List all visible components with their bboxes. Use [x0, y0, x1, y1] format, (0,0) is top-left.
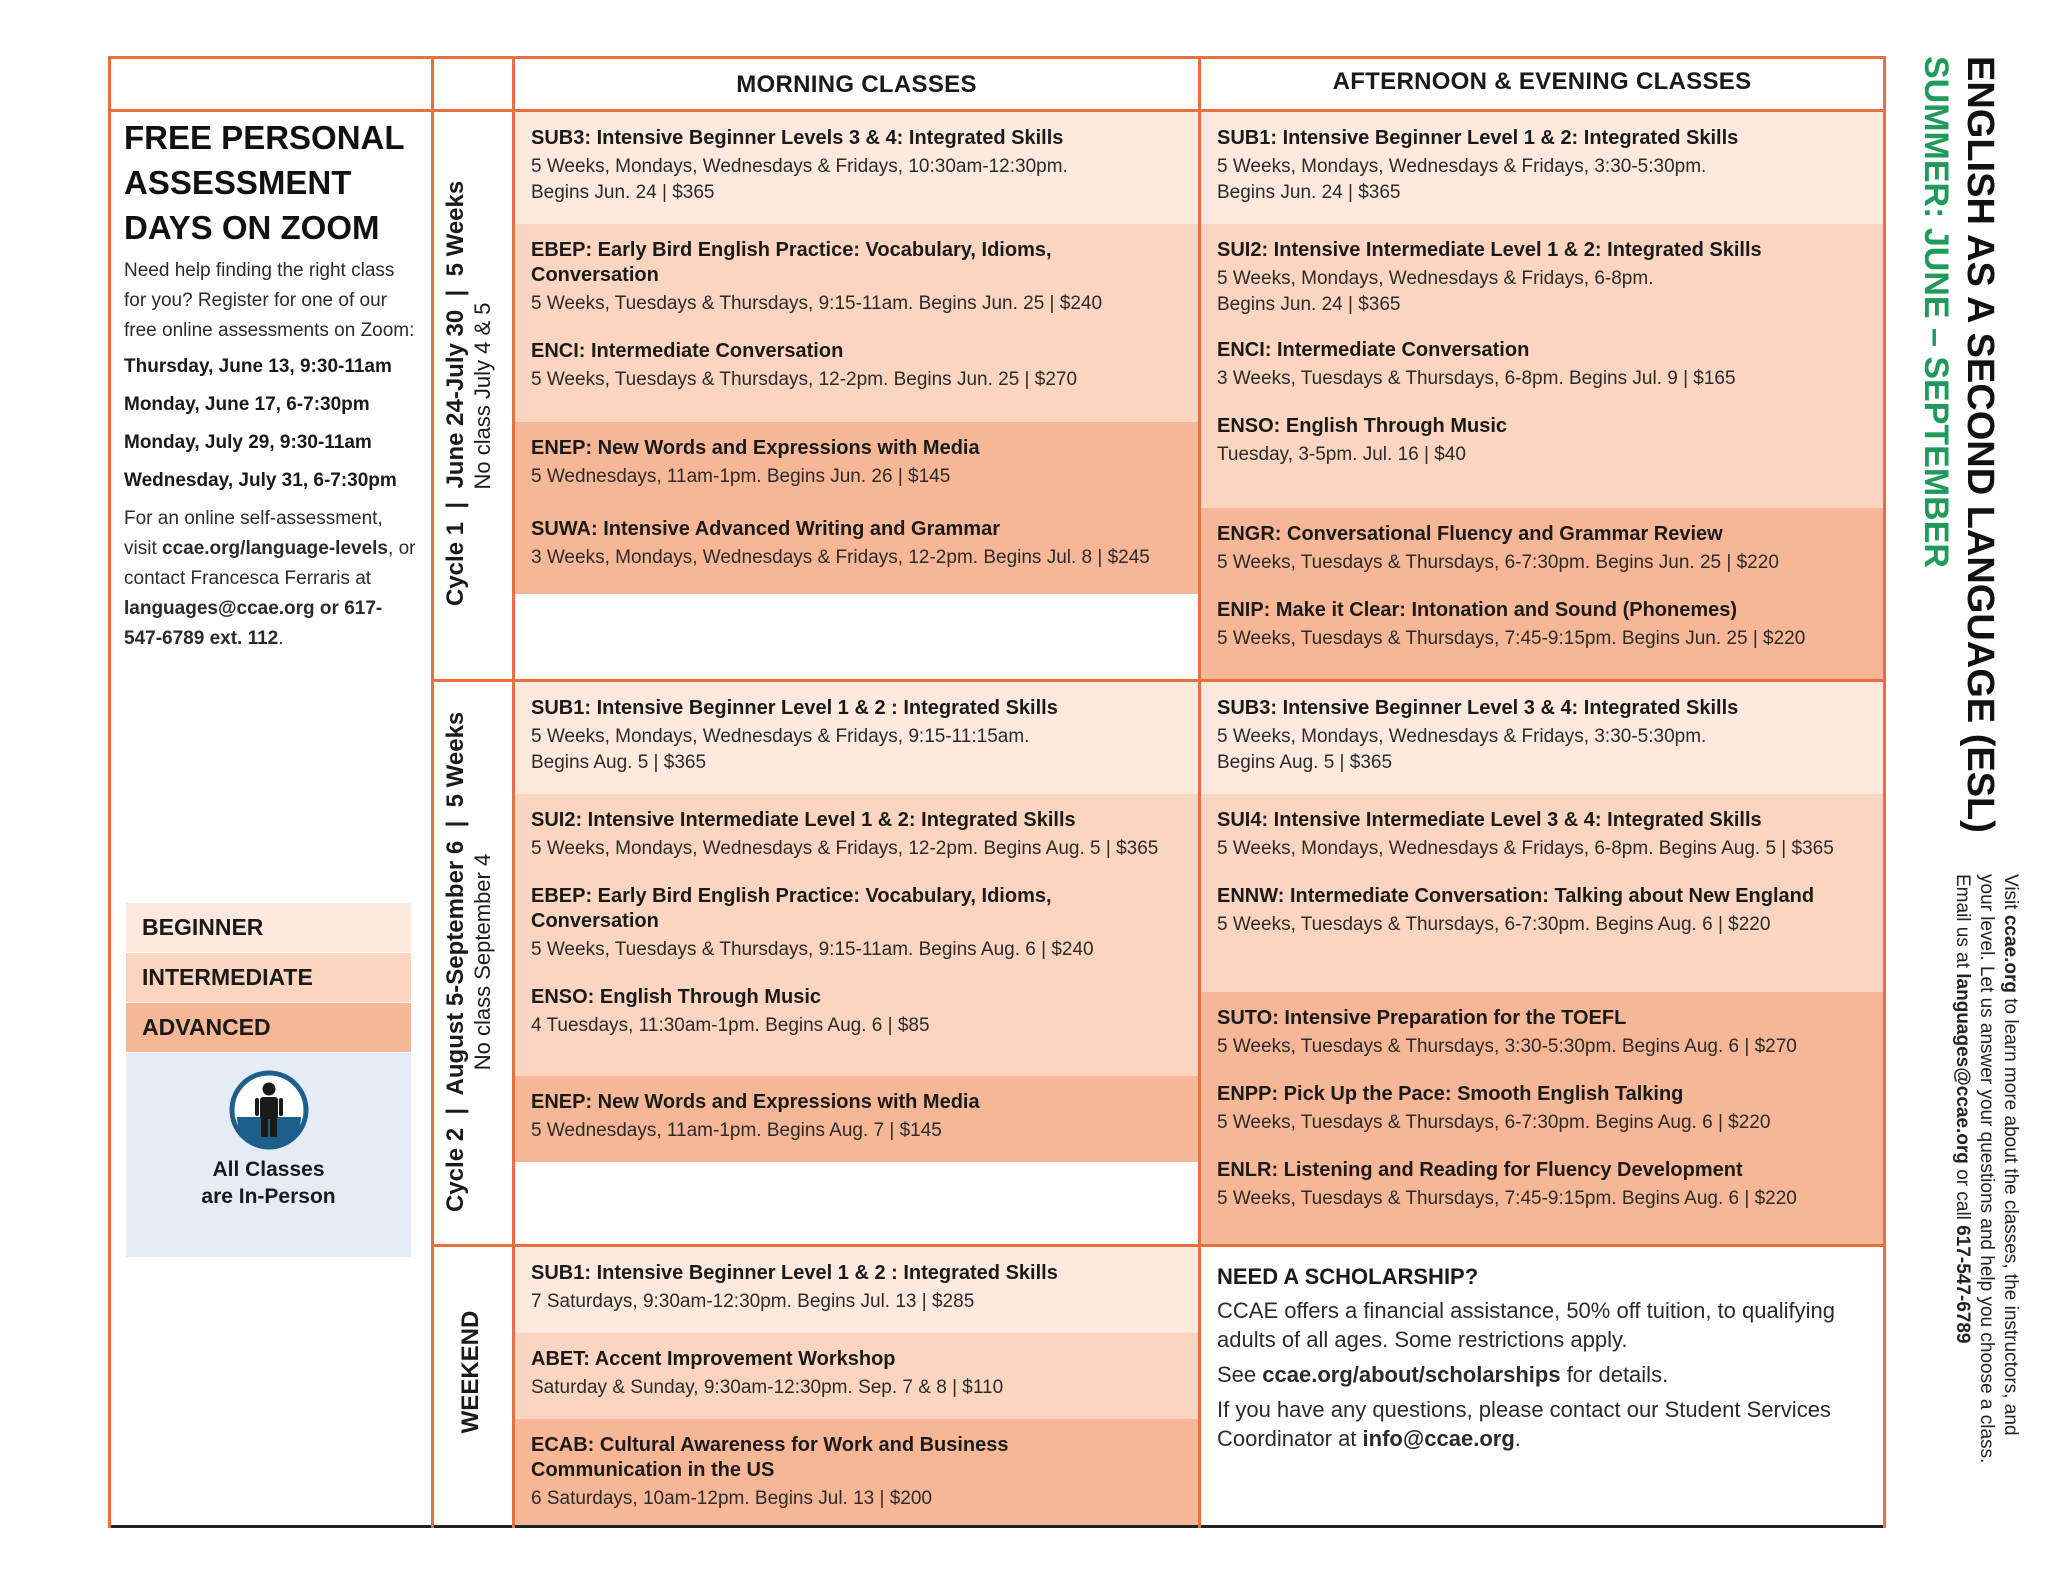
- info-phone: 617-547-6789: [1952, 1225, 1973, 1344]
- info-visit: Visit: [2000, 874, 2021, 915]
- cycle2-label: [442, 712, 496, 1212]
- class-title: ENGR: Conversational Fluency and Grammar Review: [1217, 523, 1723, 545]
- class-cell: [515, 794, 1198, 1076]
- assessment-heading-2: ASSESSMENT: [124, 164, 352, 201]
- class-desc: 5 Weeks, Tuesdays & Thursdays, 7:45-9:15pm. Begins Jun. 25 | $220: [1217, 628, 1806, 649]
- in-person-text-1: All Classes: [212, 1158, 325, 1181]
- class-cell: [515, 1247, 1198, 1333]
- class-title: ENCI: Intermediate Conversation: [1217, 339, 1530, 361]
- afternoon-header: AFTERNOON & EVENING CLASSES: [1332, 68, 1752, 95]
- class-desc: 3 Weeks, Tuesdays & Thursdays, 6-8pm. Begins Jul. 9 | $165: [1217, 368, 1736, 389]
- class-title: SUB1: Intensive Beginner Level 1 & 2 : Integrated Skills: [531, 697, 1058, 719]
- class-title: ENIP: Make it Clear: Intonation and Sound (Phonemes): [1217, 599, 1738, 621]
- class-desc: 5 Weeks, Tuesdays & Thursdays, 7:45-9:15pm. Begins Aug. 6 | $220: [1217, 1188, 1797, 1209]
- legend-beginner: BEGINNER: [126, 903, 411, 952]
- contact-period: .: [278, 628, 284, 649]
- class-cell: [515, 224, 1198, 422]
- class-cell: [1201, 224, 1883, 508]
- info-email-us: Email us at: [1952, 874, 1973, 974]
- assessment-heading-3: DAYS ON ZOOM: [124, 209, 380, 246]
- class-title: SUWA: Intensive Advanced Writing and Grammar: [531, 518, 1000, 540]
- scholarship-contact-text: If you have any questions, please contact our Student Services Coordinator at: [1217, 1397, 1831, 1451]
- page-subtitle: SUMMER: JUNE – SEPTEMBER: [1917, 56, 1955, 568]
- cycle2-note: No class September 4: [470, 853, 495, 1071]
- class-cell: [1201, 508, 1883, 679]
- class-title: SUB1: Intensive Beginner Level 1 & 2 : Integrated Skills: [531, 1262, 1058, 1284]
- class-desc: 5 Weeks, Tuesdays & Thursdays, 3:30-5:30pm. Begins Aug. 6 | $270: [1217, 1036, 1797, 1057]
- class-title: ENPP: Pick Up the Pace: Smooth English Talking: [1217, 1083, 1684, 1105]
- assessment-panel: [124, 115, 419, 654]
- class-desc: 5 Weeks, Tuesdays & Thursdays, 9:15-11am. Begins Aug. 6 | $240: [531, 939, 1094, 960]
- info-link[interactable]: ccae.org: [2000, 914, 2021, 993]
- assessment-date: Thursday, June 13, 9:30-11am: [124, 356, 392, 377]
- class-desc: 5 Weeks, Tuesdays & Thursdays, 9:15-11am. Begins Jun. 25 | $240: [531, 293, 1103, 314]
- class-title: SUI4: Intensive Intermediate Level 3 & 4: Integrated Skills: [1217, 809, 1762, 831]
- assessment-date: Wednesday, July 31, 6-7:30pm: [124, 470, 397, 491]
- class-desc: 5 Weeks, Tuesdays & Thursdays, 6-7:30pm. Begins Aug. 6 | $220: [1217, 914, 1771, 935]
- contact-email[interactable]: languages@ccae.org or: [124, 598, 339, 619]
- class-desc: 5 Weeks, Mondays, Wednesdays & Fridays, 3:30-5:30pm. Begins Jun. 24 | $365: [1217, 156, 1707, 203]
- class-desc: 5 Weeks, Mondays, Wednesdays & Fridays, 10:30am-12:30pm. Begins Jun. 24 | $365: [531, 156, 1068, 203]
- class-cell: [515, 422, 1198, 594]
- scholarship-details: for details.: [1560, 1362, 1669, 1387]
- class-desc: 7 Saturdays, 9:30am-12:30pm. Begins Jul. 13 | $285: [531, 1291, 975, 1312]
- scholarship-title: NEED A SCHOLARSHIP?: [1217, 1264, 1479, 1289]
- scholarship-see: See: [1217, 1362, 1263, 1387]
- morning-header: MORNING CLASSES: [736, 71, 977, 98]
- class-desc: Saturday & Sunday, 9:30am-12:30pm. Sep. 7 & 8 | $110: [531, 1377, 1004, 1398]
- class-title: SUI2: Intensive Intermediate Level 1 & 2: Integrated Skills: [531, 809, 1076, 831]
- class-cell: [515, 682, 1198, 794]
- class-title: SUB3: Intensive Beginner Level 3 & 4: Integrated Skills: [1217, 697, 1739, 719]
- class-desc: 5 Weeks, Tuesdays & Thursdays, 6-7:30pm. Begins Jun. 25 | $220: [1217, 552, 1779, 573]
- class-cell: [1201, 112, 1883, 224]
- assessment-date: Monday, July 29, 9:30-11am: [124, 432, 372, 453]
- class-desc: Tuesday, 3-5pm. Jul. 16 | $40: [1217, 444, 1466, 465]
- scholarship-email[interactable]: info@ccae.org: [1362, 1426, 1515, 1451]
- legend-intermediate: INTERMEDIATE: [126, 953, 411, 1002]
- class-title: ENEP: New Words and Expressions with Media: [531, 1091, 980, 1113]
- scholarship-box: [1217, 1264, 1872, 1453]
- assessment-intro: Need help finding the right class for you? Register for one of our free online assessments on Zoom:: [124, 260, 415, 341]
- class-desc: 4 Tuesdays, 11:30am-1pm. Begins Aug. 6 | $85: [531, 1015, 930, 1036]
- in-person-text-2: are In-Person: [201, 1185, 336, 1208]
- scholarship-contact: [1217, 1395, 1872, 1453]
- weekend-title: WEEKEND: [457, 1310, 484, 1434]
- info-learn-more: to learn more about the classes, the instructors, and: [2000, 993, 2021, 1436]
- info-line-1: [1999, 874, 2021, 1436]
- class-title: ENEP: New Words and Expressions with Media: [531, 437, 980, 459]
- legend-advanced: ADVANCED: [126, 1003, 411, 1052]
- class-desc: 5 Weeks, Mondays, Wednesdays & Fridays, 9:15-11:15am. Begins Aug. 5 | $365: [531, 726, 1030, 773]
- class-title: ENCI: Intermediate Conversation: [531, 340, 844, 362]
- class-title: ENNW: Intermediate Conversation: Talking about New England: [1217, 885, 1815, 907]
- assessment-heading-1: FREE PERSONAL: [124, 119, 405, 156]
- class-desc: 5 Weeks, Mondays, Wednesdays & Fridays, 3:30-5:30pm. Begins Aug. 5 | $365: [1217, 726, 1707, 773]
- class-desc: 5 Weeks, Mondays, Wednesdays & Fridays, 6-8pm. Begins Jun. 24 | $365: [1217, 268, 1654, 315]
- class-title: EBEP: Early Bird English Practice: Vocabulary, Idioms, Conversation: [531, 885, 1052, 932]
- class-cell: [515, 1076, 1198, 1162]
- class-title: ENSO: English Through Music: [1217, 415, 1507, 437]
- class-cell: [1201, 992, 1883, 1244]
- class-desc: 6 Saturdays, 10am-12pm. Begins Jul. 13 | $200: [531, 1488, 933, 1509]
- class-title: ABET: Accent Improvement Workshop: [531, 1348, 896, 1370]
- class-cell: [515, 112, 1198, 224]
- class-desc: 5 Wednesdays, 11am-1pm. Begins Aug. 7 | $145: [531, 1120, 942, 1141]
- cycle1-label: [442, 180, 496, 606]
- class-cell: [1201, 794, 1883, 992]
- class-title: ENSO: English Through Music: [531, 986, 821, 1008]
- in-person-box: [126, 1053, 411, 1257]
- class-desc: 5 Weeks, Tuesdays & Thursdays, 6-7:30pm. Begins Aug. 6 | $220: [1217, 1112, 1771, 1133]
- class-desc: 5 Weeks, Tuesdays & Thursdays, 12-2pm. Begins Jun. 25 | $270: [531, 369, 1078, 390]
- class-cell: [1201, 682, 1883, 794]
- cycle1-note: No class July 4 & 5: [470, 302, 495, 490]
- scholarship-link-line: [1217, 1360, 1872, 1389]
- cycle2-title: Cycle 2 | August 5-September 6 | 5 Weeks: [442, 711, 469, 1212]
- language-levels-link[interactable]: ccae.org/language-levels: [162, 538, 389, 559]
- scholarship-link[interactable]: ccae.org/about/scholarships: [1262, 1362, 1561, 1387]
- info-email[interactable]: languages@ccae.org: [1952, 973, 1973, 1164]
- contact-phone: 617-547-6789 ext. 112: [124, 598, 383, 649]
- person-icon: [228, 1069, 310, 1151]
- scholarship-text: CCAE offers a financial assistance, 50% off tuition, to qualifying adults of all ages. Some restrictions apply.: [1217, 1298, 1835, 1352]
- class-desc: 3 Weeks, Mondays, Wednesdays & Fridays, 12-2pm. Begins Jul. 8 | $245: [531, 547, 1150, 568]
- info-line-3: [1951, 874, 1973, 1344]
- info-line-2: your level. Let us answer your questions and help you choose a class.: [1976, 874, 1997, 1464]
- class-title: SUB3: Intensive Beginner Levels 3 & 4: Integrated Skills: [531, 127, 1064, 149]
- class-desc: 5 Wednesdays, 11am-1pm. Begins Jun. 26 | $145: [531, 466, 951, 487]
- class-desc: 5 Weeks, Mondays, Wednesdays & Fridays, 6-8pm. Begins Aug. 5 | $365: [1217, 838, 1834, 859]
- class-cell: [515, 1419, 1198, 1525]
- weekend-label: [457, 1292, 485, 1452]
- class-title: SUTO: Intensive Preparation for the TOEFL: [1217, 1007, 1627, 1029]
- cycle1-title: Cycle 1 | June 24-July 30 | 5 Weeks: [442, 180, 469, 606]
- self-assessment-intro: For an online self-assessment, visit: [124, 508, 383, 559]
- class-cell: [515, 1333, 1198, 1419]
- scholarship-period: .: [1514, 1426, 1521, 1451]
- class-title: SUB1: Intensive Beginner Level 1 & 2: Integrated Skills: [1217, 127, 1739, 149]
- class-title: ECAB: Cultural Awareness for Work and Business Communication in the US: [531, 1434, 1009, 1481]
- class-title: ENLR: Listening and Reading for Fluency Development: [1217, 1159, 1743, 1181]
- self-assessment-text: [124, 504, 419, 654]
- self-assessment-or: , or contact Francesca Ferraris at: [124, 538, 416, 589]
- assessment-date: Monday, June 17, 6-7:30pm: [124, 394, 370, 415]
- class-title: EBEP: Early Bird English Practice: Vocabulary, Idioms, Conversation: [531, 239, 1052, 286]
- info-or-call: or call: [1952, 1163, 1973, 1226]
- class-desc: 5 Weeks, Mondays, Wednesdays & Fridays, 12-2pm. Begins Aug. 5 | $365: [531, 838, 1159, 859]
- class-title: SUI2: Intensive Intermediate Level 1 & 2: Integrated Skills: [1217, 239, 1762, 261]
- page-title: ENGLISH AS A SECOND LANGUAGE (ESL): [1959, 56, 2001, 833]
